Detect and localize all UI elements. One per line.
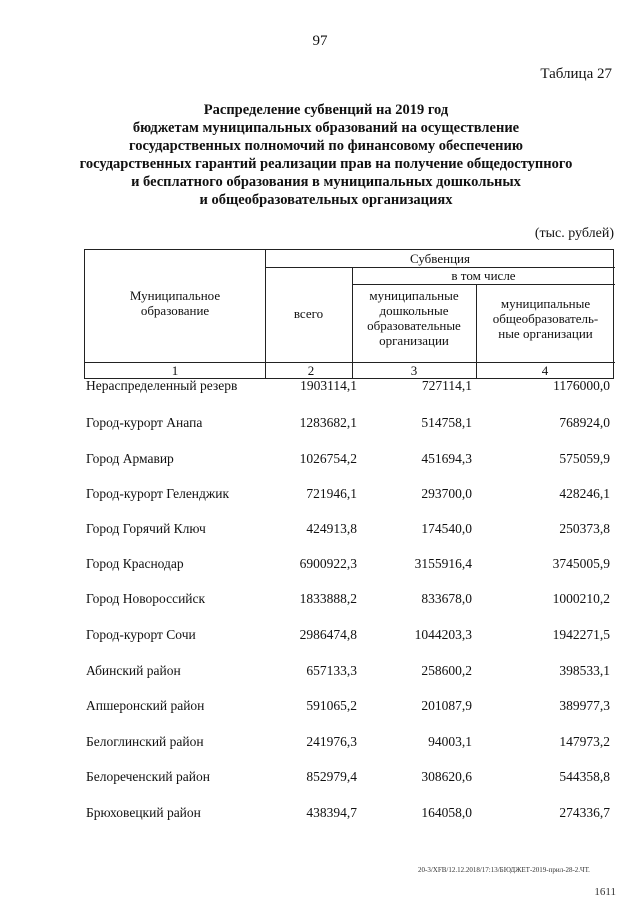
table-row — [86, 378, 614, 398]
units-label: (тыс. рублей) — [534, 226, 614, 241]
table-row — [86, 627, 614, 647]
row-preschool: 833678,0 — [421, 591, 472, 606]
column-number: 2 — [307, 363, 315, 378]
table-row — [86, 556, 614, 576]
row-preschool: 293700,0 — [421, 486, 472, 501]
footer-stamp: 20-3/XFB/12.12.2018/17:13/БЮДЖЕТ-2019-прил-28-2.ЧТ. — [418, 866, 590, 874]
row-preschool: 201087,9 — [421, 698, 472, 713]
row-general: 1942271,5 — [552, 627, 610, 642]
table-header — [84, 249, 614, 379]
row-preschool: 94003,1 — [428, 734, 472, 749]
row-total: 1026754,2 — [299, 451, 357, 466]
row-total: 424913,8 — [306, 521, 357, 536]
row-municipality: Город Новороссийск — [86, 591, 206, 606]
title-line: государственных полномочий по финансовому обеспечению — [129, 138, 523, 154]
table-row — [86, 486, 614, 506]
row-preschool: 164058,0 — [421, 805, 472, 820]
row-total: 6900922,3 — [299, 556, 357, 571]
table-row — [86, 591, 614, 611]
row-total: 591065,2 — [306, 698, 357, 713]
row-total: 241976,3 — [306, 734, 357, 749]
column-number: 3 — [410, 363, 418, 378]
row-general: 1176000,0 — [553, 378, 610, 393]
row-municipality: Город Краснодар — [86, 556, 184, 571]
row-preschool: 727114,1 — [421, 378, 472, 393]
row-municipality: Город-курорт Сочи — [86, 627, 196, 642]
row-general: 575059,9 — [559, 451, 610, 466]
table-title — [40, 101, 612, 209]
row-municipality: Город Армавир — [86, 451, 174, 466]
title-line: бюджетам муниципальных образований на осуществление — [132, 120, 520, 136]
column-number: 4 — [541, 363, 549, 378]
table-row — [86, 734, 614, 754]
row-municipality: Белоглинский район — [86, 734, 204, 749]
row-total: 721946,1 — [306, 486, 357, 501]
header-preschool: муниципальные дошкольные образовательные организации — [367, 288, 461, 348]
column-number: 1 — [171, 363, 179, 378]
row-general: 389977,3 — [559, 698, 610, 713]
row-general: 1000210,2 — [552, 591, 610, 606]
footer-number: 1611 — [594, 886, 616, 898]
row-general: 544358,8 — [559, 769, 610, 784]
row-municipality: Брюховецкий район — [86, 805, 201, 820]
row-total: 657133,3 — [306, 663, 357, 678]
table-label: Таблица 27 — [540, 66, 612, 82]
header-divider — [352, 284, 615, 285]
table-row — [86, 451, 614, 471]
header-including: в том числе — [451, 268, 516, 283]
row-general: 250373,8 — [559, 521, 610, 536]
table-row — [86, 769, 614, 789]
header-subvention: Субвенция — [410, 251, 470, 266]
row-municipality: Апшеронский район — [86, 698, 205, 713]
row-municipality: Город-курорт Анапа — [86, 415, 203, 430]
row-total: 1283682,1 — [299, 415, 357, 430]
row-general: 398533,1 — [559, 663, 610, 678]
row-general: 147973,2 — [559, 734, 610, 749]
row-total: 852979,4 — [306, 769, 357, 784]
row-general: 768924,0 — [559, 415, 610, 430]
title-line: и общеобразовательных организациях — [199, 192, 453, 208]
row-general: 274336,7 — [559, 805, 610, 820]
header-municipality: Муниципальное образование — [129, 288, 221, 318]
table-row — [86, 415, 614, 435]
row-municipality: Город Горячий Ключ — [86, 521, 206, 536]
row-total: 1903114,1 — [300, 378, 357, 393]
row-general: 428246,1 — [559, 486, 610, 501]
page-number: 97 — [312, 33, 328, 49]
row-preschool: 514758,1 — [421, 415, 472, 430]
header-general: муниципальные общеобразователь- ные организации — [492, 296, 599, 341]
title-line: государственных гарантий реализации прав на получение общедоступного — [79, 156, 573, 172]
row-preschool: 174540,0 — [421, 521, 472, 536]
title-line: и бесплатного образования в муниципальных дошкольных — [131, 174, 521, 190]
table-row — [86, 805, 614, 825]
row-municipality: Белореченский район — [86, 769, 210, 784]
row-municipality: Абинский район — [86, 663, 181, 678]
row-total: 1833888,2 — [299, 591, 357, 606]
row-municipality: Нераспределенный резерв — [86, 378, 238, 393]
row-preschool: 3155916,4 — [414, 556, 472, 571]
table-row — [86, 698, 614, 718]
header-total: всего — [293, 306, 324, 321]
row-total: 2986474,8 — [299, 627, 357, 642]
table-row — [86, 663, 614, 683]
row-preschool: 308620,6 — [421, 769, 472, 784]
row-total: 438394,7 — [306, 805, 357, 820]
table-row — [86, 521, 614, 541]
row-general: 3745005,9 — [552, 556, 610, 571]
title-line: Распределение субвенций на 2019 год — [203, 102, 449, 118]
row-preschool: 1044203,3 — [414, 627, 472, 642]
row-preschool: 451694,3 — [421, 451, 472, 466]
row-municipality: Город-курорт Геленджик — [86, 486, 230, 501]
row-preschool: 258600,2 — [421, 663, 472, 678]
